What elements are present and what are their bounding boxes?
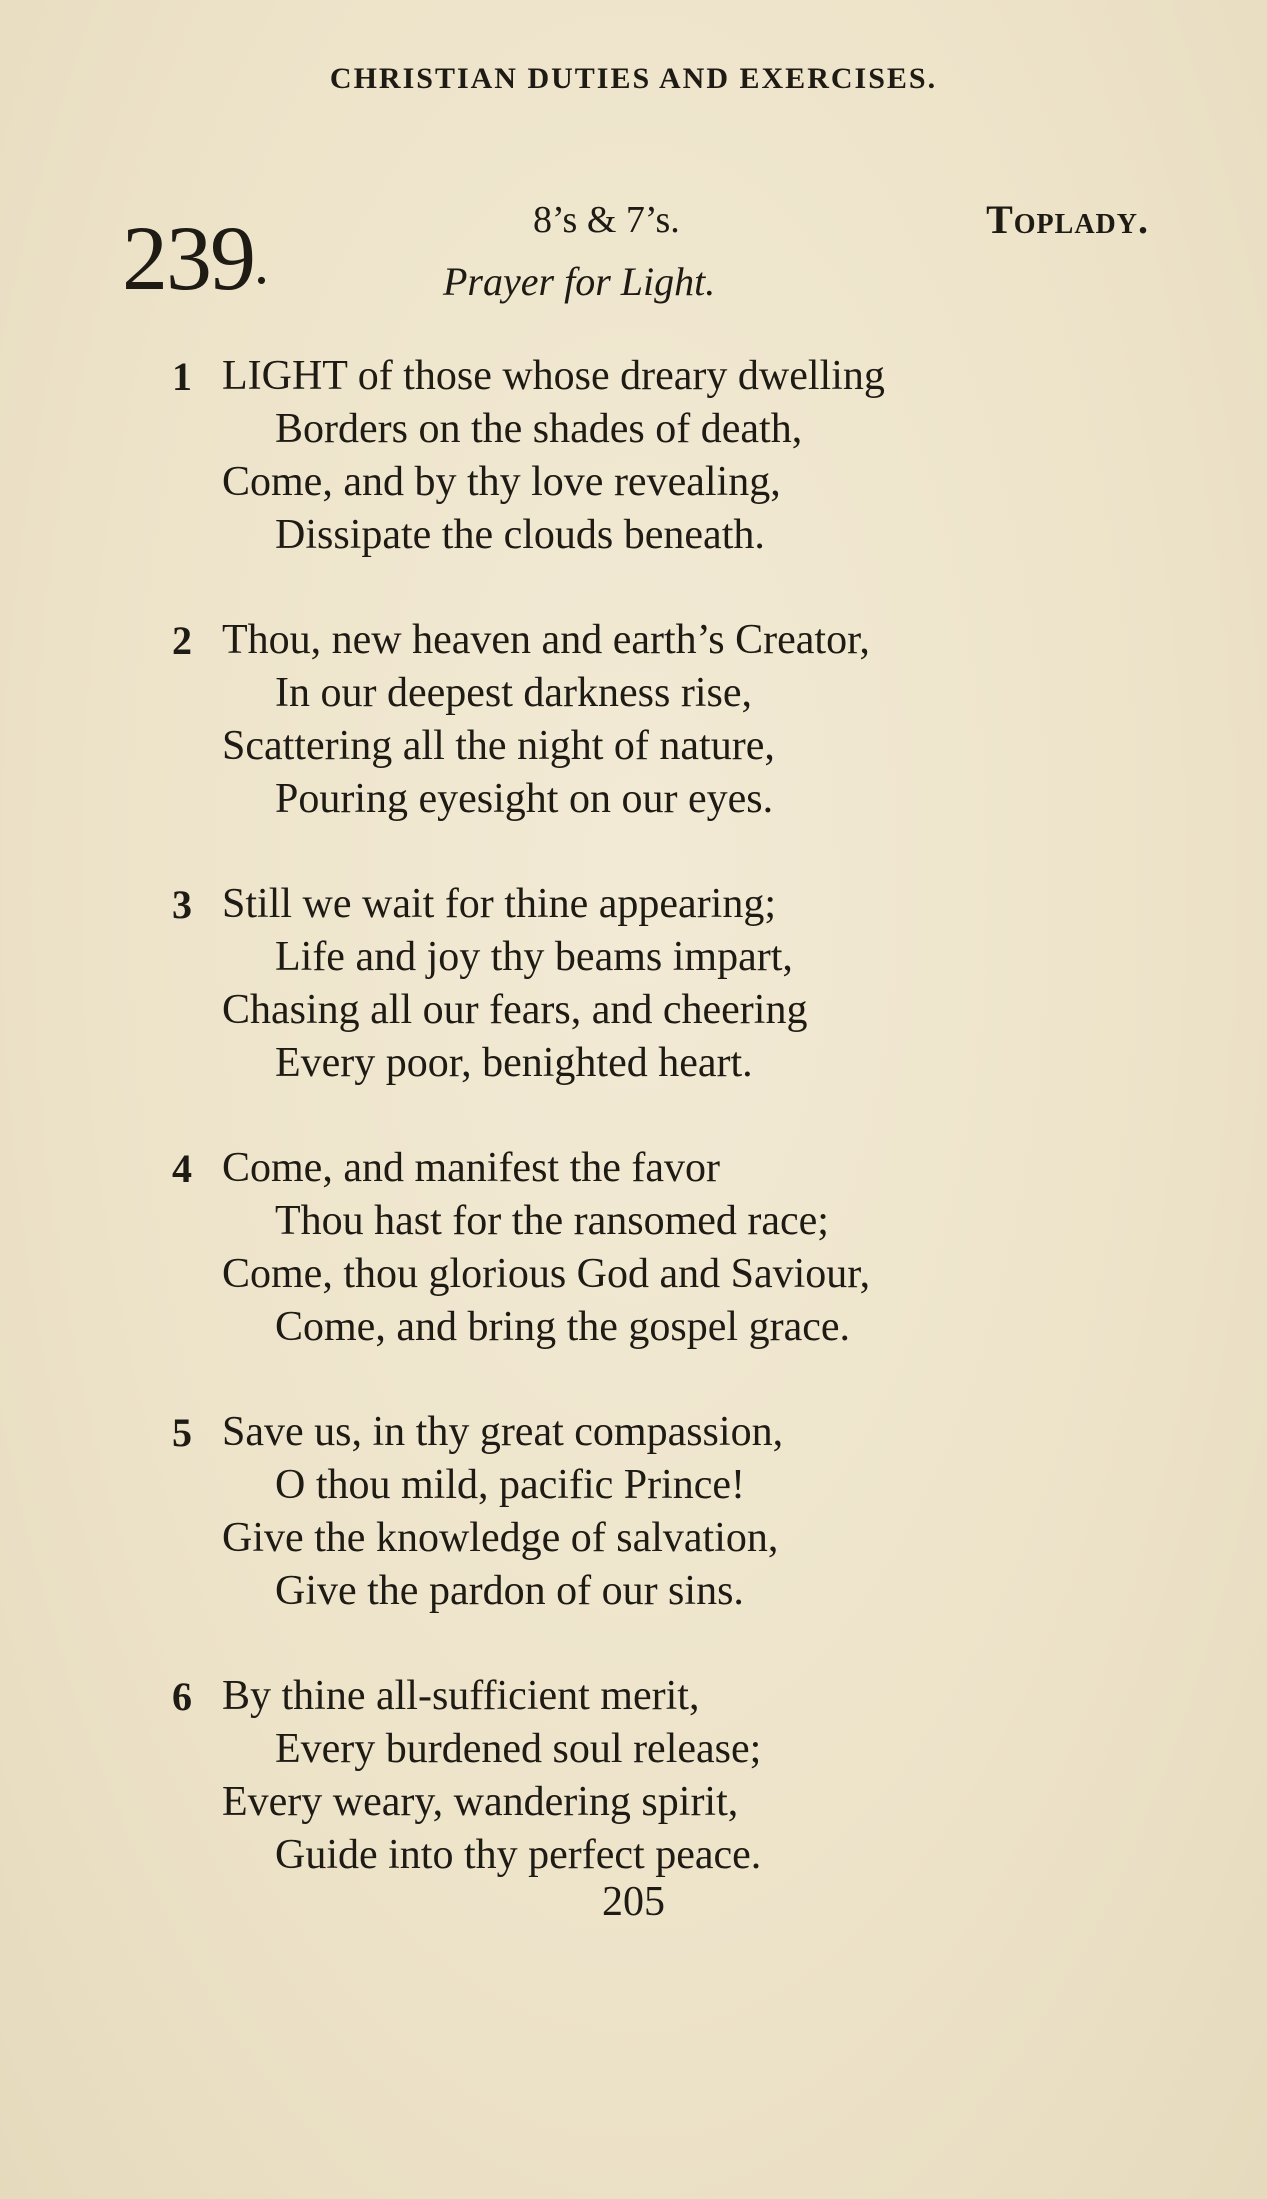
verse bbox=[0, 1670, 1267, 1882]
verse-number: 4 bbox=[172, 1146, 192, 1191]
verse bbox=[0, 614, 1267, 826]
verse-line: O thou mild, pacific Prince! bbox=[275, 1462, 746, 1508]
verse-line: In our deepest darkness rise, bbox=[275, 670, 753, 716]
verse-line: Come, and bring the gospel grace. bbox=[275, 1304, 850, 1350]
hymn-meter: 8’s & 7’s. bbox=[533, 199, 680, 241]
verse-line: By thine all-sufficient merit, bbox=[222, 1673, 700, 1719]
verse-line: Life and joy thy beams impart, bbox=[275, 934, 793, 980]
hymn-author: Toplady. bbox=[986, 197, 1149, 242]
hymn-number-value: 239 bbox=[122, 207, 254, 309]
verse-line: Every weary, wandering spirit, bbox=[222, 1779, 739, 1825]
page-number: 205 bbox=[602, 1879, 665, 1925]
verse-number: 1 bbox=[172, 354, 192, 399]
verse bbox=[0, 878, 1267, 1090]
verse-line: Every burdened soul release; bbox=[275, 1726, 762, 1772]
verse bbox=[0, 1406, 1267, 1618]
verse-line: Come, thou glorious God and Saviour, bbox=[222, 1251, 871, 1297]
verse-line: Thou hast for the ransomed race; bbox=[275, 1198, 829, 1244]
verse-line: Borders on the shades of death, bbox=[275, 406, 803, 452]
verse-number: 5 bbox=[172, 1410, 192, 1455]
verse bbox=[0, 350, 1267, 562]
verse-line: Still we wait for thine appearing; bbox=[222, 881, 777, 927]
verse-line: LIGHT of those whose dreary dwelling bbox=[222, 353, 885, 399]
verse-line: Thou, new heaven and earth’s Creator, bbox=[222, 617, 870, 663]
hymn-number bbox=[122, 207, 267, 309]
verse-line: Every poor, benighted heart. bbox=[275, 1040, 753, 1086]
verse-line: Come, and by thy love revealing, bbox=[222, 459, 781, 505]
verse-number: 3 bbox=[172, 882, 192, 927]
verse-number: 6 bbox=[172, 1674, 192, 1719]
verse-line: Come, and manifest the favor bbox=[222, 1145, 721, 1191]
verse-line: Scattering all the night of nature, bbox=[222, 723, 775, 769]
verses bbox=[0, 350, 1267, 1934]
hymn-title: Prayer for Light. bbox=[443, 259, 716, 304]
verse-line: Pouring eyesight on our eyes. bbox=[275, 776, 774, 822]
running-head: CHRISTIAN DUTIES AND EXERCISES. bbox=[329, 62, 938, 95]
verse-line: Dissipate the clouds beneath. bbox=[275, 512, 765, 558]
verse-line: Give the knowledge of salvation, bbox=[222, 1515, 779, 1561]
verse-number: 2 bbox=[172, 618, 192, 663]
hymn-number-suffix: . bbox=[254, 230, 267, 296]
verse-line: Guide into thy perfect peace. bbox=[275, 1832, 762, 1878]
verse bbox=[0, 1142, 1267, 1354]
verse-line: Save us, in thy great compassion, bbox=[222, 1409, 784, 1455]
verse-line: Chasing all our fears, and cheering bbox=[222, 987, 808, 1033]
verse-line: Give the pardon of our sins. bbox=[275, 1568, 744, 1614]
